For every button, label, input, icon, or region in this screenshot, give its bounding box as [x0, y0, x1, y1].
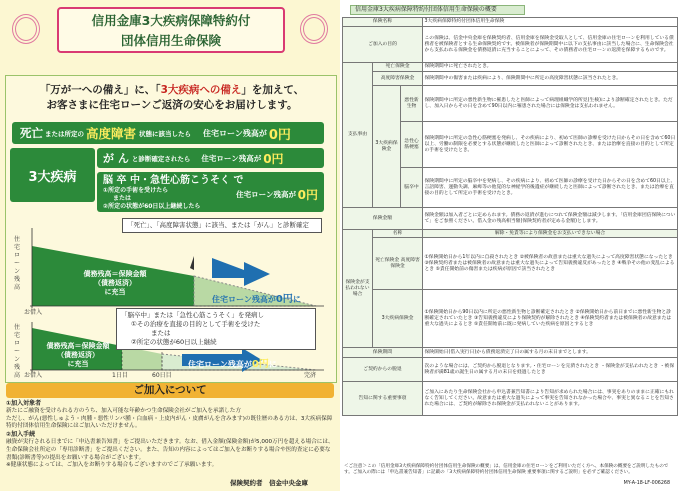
chart-1-debt-label: 債務残高＝保険金額 （債務返済） に充当: [83, 270, 147, 296]
title-line-2: 団体信用生命保険: [120, 33, 221, 48]
chart-1-ylabel: 住宅ローン残高: [14, 236, 21, 291]
chart-1-start-label: お借入: [24, 309, 43, 316]
right-panel: [340, 0, 680, 491]
stroke-heart-bar: 脳 卒 中・急性心筋こうそく で ①所定の手術を受けたら または ②所定の状態が60日以上継続したら 住宅ローン残高が 0円: [97, 172, 324, 212]
overview-table: [342, 17, 678, 416]
table-row: 保険期間 保険開始日(借入実行日)から債務返済完了日の属する月の末日までとします。: [343, 348, 678, 358]
chart-stroke-heart: [12, 311, 330, 380]
chart-2-day1-label: 1日目: [112, 372, 128, 379]
three-diseases-label: 3大疾病: [10, 148, 95, 202]
join-heading: ご加入について: [6, 383, 334, 398]
document-code: MY-A-18-LF-006268: [623, 481, 670, 486]
table-row: 3大疾病保険金 ①保険開始日から90日以内に所定の悪性新生物と診断確定されたとき ②保険開始日から前日までに悪性新生物と診断確定されていたとき ③告知義務違反により保険契約が解除されたとき ④保険契約者または被保険者の故意または重大な過失によるとき ⑤責任開始前に既に発病していた疾病を原因とするとき: [343, 290, 678, 348]
chart-2-start-label: お借入: [24, 372, 43, 379]
death-benefit-bar: 死亡 または所定の 高度障害 状態に該当したら 住宅ローン残高が 0円: [12, 122, 324, 144]
chart-2-day60-label: 60日目: [152, 372, 172, 379]
join-target-note: ただし、がん(悪性しゅよう・肉腫・悪性リンパ腫・白血病・上皮内がん・皮膚がんを含みます)の既往歴のある方は、3大疾病保障特約付団体信用生命保険にはご加入いただけません。: [6, 415, 333, 430]
join-procedure-note: ※健康状態によっては、ご加入をお断りする場合もございますのでご了承願います。: [6, 462, 218, 469]
chart-2-end-label: 完済: [304, 372, 317, 379]
chart-2-zero-label: 住宅ローン残高が0円に: [188, 359, 277, 370]
chart-2-ylabel: 住宅ローン残高: [14, 324, 21, 379]
table-row: 保険名称 3大疾病保障特約付団体信用生命保険: [343, 18, 678, 27]
chart-death-cancer: [12, 218, 330, 318]
table-row: 支払事由 死亡保険金 保険期間中に死亡されたとき。: [343, 63, 678, 72]
table-row: ご加入の目的 この保険は、信金中央金庫を保険契約者、信用金庫を保険金受取人として、信用金庫の住宅ローンを利用している債務者を被保険者とする生命保険契約です。被保険者が保険期間中に以下の支払事由に該当した場合に、生命保険会社から支払われる保険金を債務返済に充当することによって、その債務者の住宅ローンの返済を保障するものです。: [343, 27, 678, 63]
table-row: 高度障害保険金 保険期間中の傷害または疾病により、保険期間中に所定の高度障害状態に該当されたとき。: [343, 72, 678, 86]
chart-2-debt-label: 債務残高＝保険金額 （債務返済） に充当: [46, 342, 110, 368]
policy-holder: 保険契約者 信金中央金庫: [230, 479, 308, 487]
chart-2-callout: 「脳卒中」または「急性心筋こうそく」を発病し ①その治療を直接の目的として手術を受けた または ②所定の状態が60日以上継続: [116, 308, 316, 350]
chart-1-callout: 「死亡」、「高度障害状態」に該当、または「がん」と診断確定: [122, 218, 322, 233]
catch-line-1: 「万が一への備え」に、「3大疾病への備え」を加えて、: [39, 84, 305, 96]
table-row: 保険金額 保険金額は加入者ごとに定められます。債務の返済が進むにつれて保険金額は減少します。「信用金庫団信保険について」をご参照ください。借入金の残高相当額(保険契約者が定める金額)とします。: [343, 208, 678, 230]
catch-copy: [14, 83, 330, 113]
table-row: ご契約からの脱退 次のような場合には、ご契約から脱退となります。・住宅ローンを完済されたとき ・保険金が支払われたとき ・被保険者が満81歳の誕生日の属する月の末日を経過したとき: [343, 358, 678, 382]
title-line-1: 信用金庫3大疾病保障特約付: [91, 13, 251, 28]
chart-1-zero-label: 住宅ローン残高が0円に: [212, 294, 301, 305]
join-procedure-heading: ②加入手続: [6, 431, 36, 439]
page-title: [57, 7, 285, 53]
table-row: 脳卒中 保険期間中に所定の脳卒中を発病し、その疾病により、初めて医師の診療を受けた日からその日を含めて60日以上、言語障害、運動失調、麻痺等の他覚的な神経学的後遺症が継続したと医師によって診断されたとき、または治療を直接の目的として所定の手術を受けたとき。: [343, 168, 678, 208]
ornament-right-icon: [300, 14, 328, 44]
join-procedure-text: 融資が実行される日までに「申込書兼告知書」をご提出いただきます。なお、借入金額(保険金額)が5,000万円を超える場合には、生命保険会社所定の「専用診断書」をご提出ください。また、告知の内容によってはご加入をお断りする場合や医的査定に必要な書類(診断書等)の提出をお願いする場合がございます。: [6, 438, 334, 461]
table-row: 告知に関する重要事項 ご加入にあたり生命保険会社から申込書兼告知書により告知が求められた場合には、事実をありのままに正確にもれなく告知してください。故意または重大な過失によって事実を告知されなかった場合や、事実と異なることを告知された場合には、ご契約が解除され保険金が支払われないことがあります。: [343, 382, 678, 416]
cancer-bar: が ん と診断確定されたら 住宅ローン残高が 0円: [97, 148, 324, 168]
overview-title: 信用金庫3大疾病保障特約付団体信用生命保険の概要: [350, 5, 525, 15]
table-row: 3大疾病保険金 悪性新生物 保険期間中に所定の悪性新生物に罹患したと医師によって病理組織学的所見(生検)により診断確定されたとき。ただし、加入日からその日を含めて90日以内に罹患された場合には保険金は支払われません。: [343, 86, 678, 122]
catch-line-2: お客さまに住宅ローンご返済の安心をお届けします。: [46, 99, 298, 111]
join-target-heading: ①加入対象者: [6, 400, 42, 407]
table-row: 保険金が支払われない場合 名称 解除・免責等により保険金をお支払いできない場合: [343, 230, 678, 238]
footer-note: ＜ご注意＞この「信用金庫3大疾病保障特約付団体信用生命保険の概要」は、信用金庫の住宅ローンをご利用いただく方へ、本保険の概要をご説明したものです。ご加入の際には「申込書兼告知書」に記載の「3大疾病保障特約付団体信用生命保険 重要事項に関するご説明」を必ずご確認ください。: [344, 464, 669, 475]
table-row: 死亡保険金 高度障害保険金 ①保険開始日から1年以内に自殺されたとき ②被保険者の故意または重大な過失によって高度障害状態になったとき ③保険契約者または被保険者の故意または重大な過失によって告知義務違反があったとき ④戦争その他の変乱によるとき ⑤責任開始前の傷害または疾病が原因で該当されたとき: [343, 238, 678, 290]
zero-arrow-1: [212, 258, 244, 278]
table-row: 急性心筋梗塞 保険期間中に所定の急性心筋梗塞を発病し、その疾病により、初めて医師の診療を受けた日からその日を含めて60日以上、労働の制限を必要とする状態が継続したと医師によって診断されたとき、または治療を直接の目的として所定の手術を受けたとき。: [343, 122, 678, 168]
join-target-text: 新たにご融資を受けられる方のうち、加入可能な年齢かつ生命保険会社がご加入を承諾した方: [6, 407, 241, 414]
join-section: [6, 400, 334, 470]
ornament-left-icon: [12, 14, 40, 44]
